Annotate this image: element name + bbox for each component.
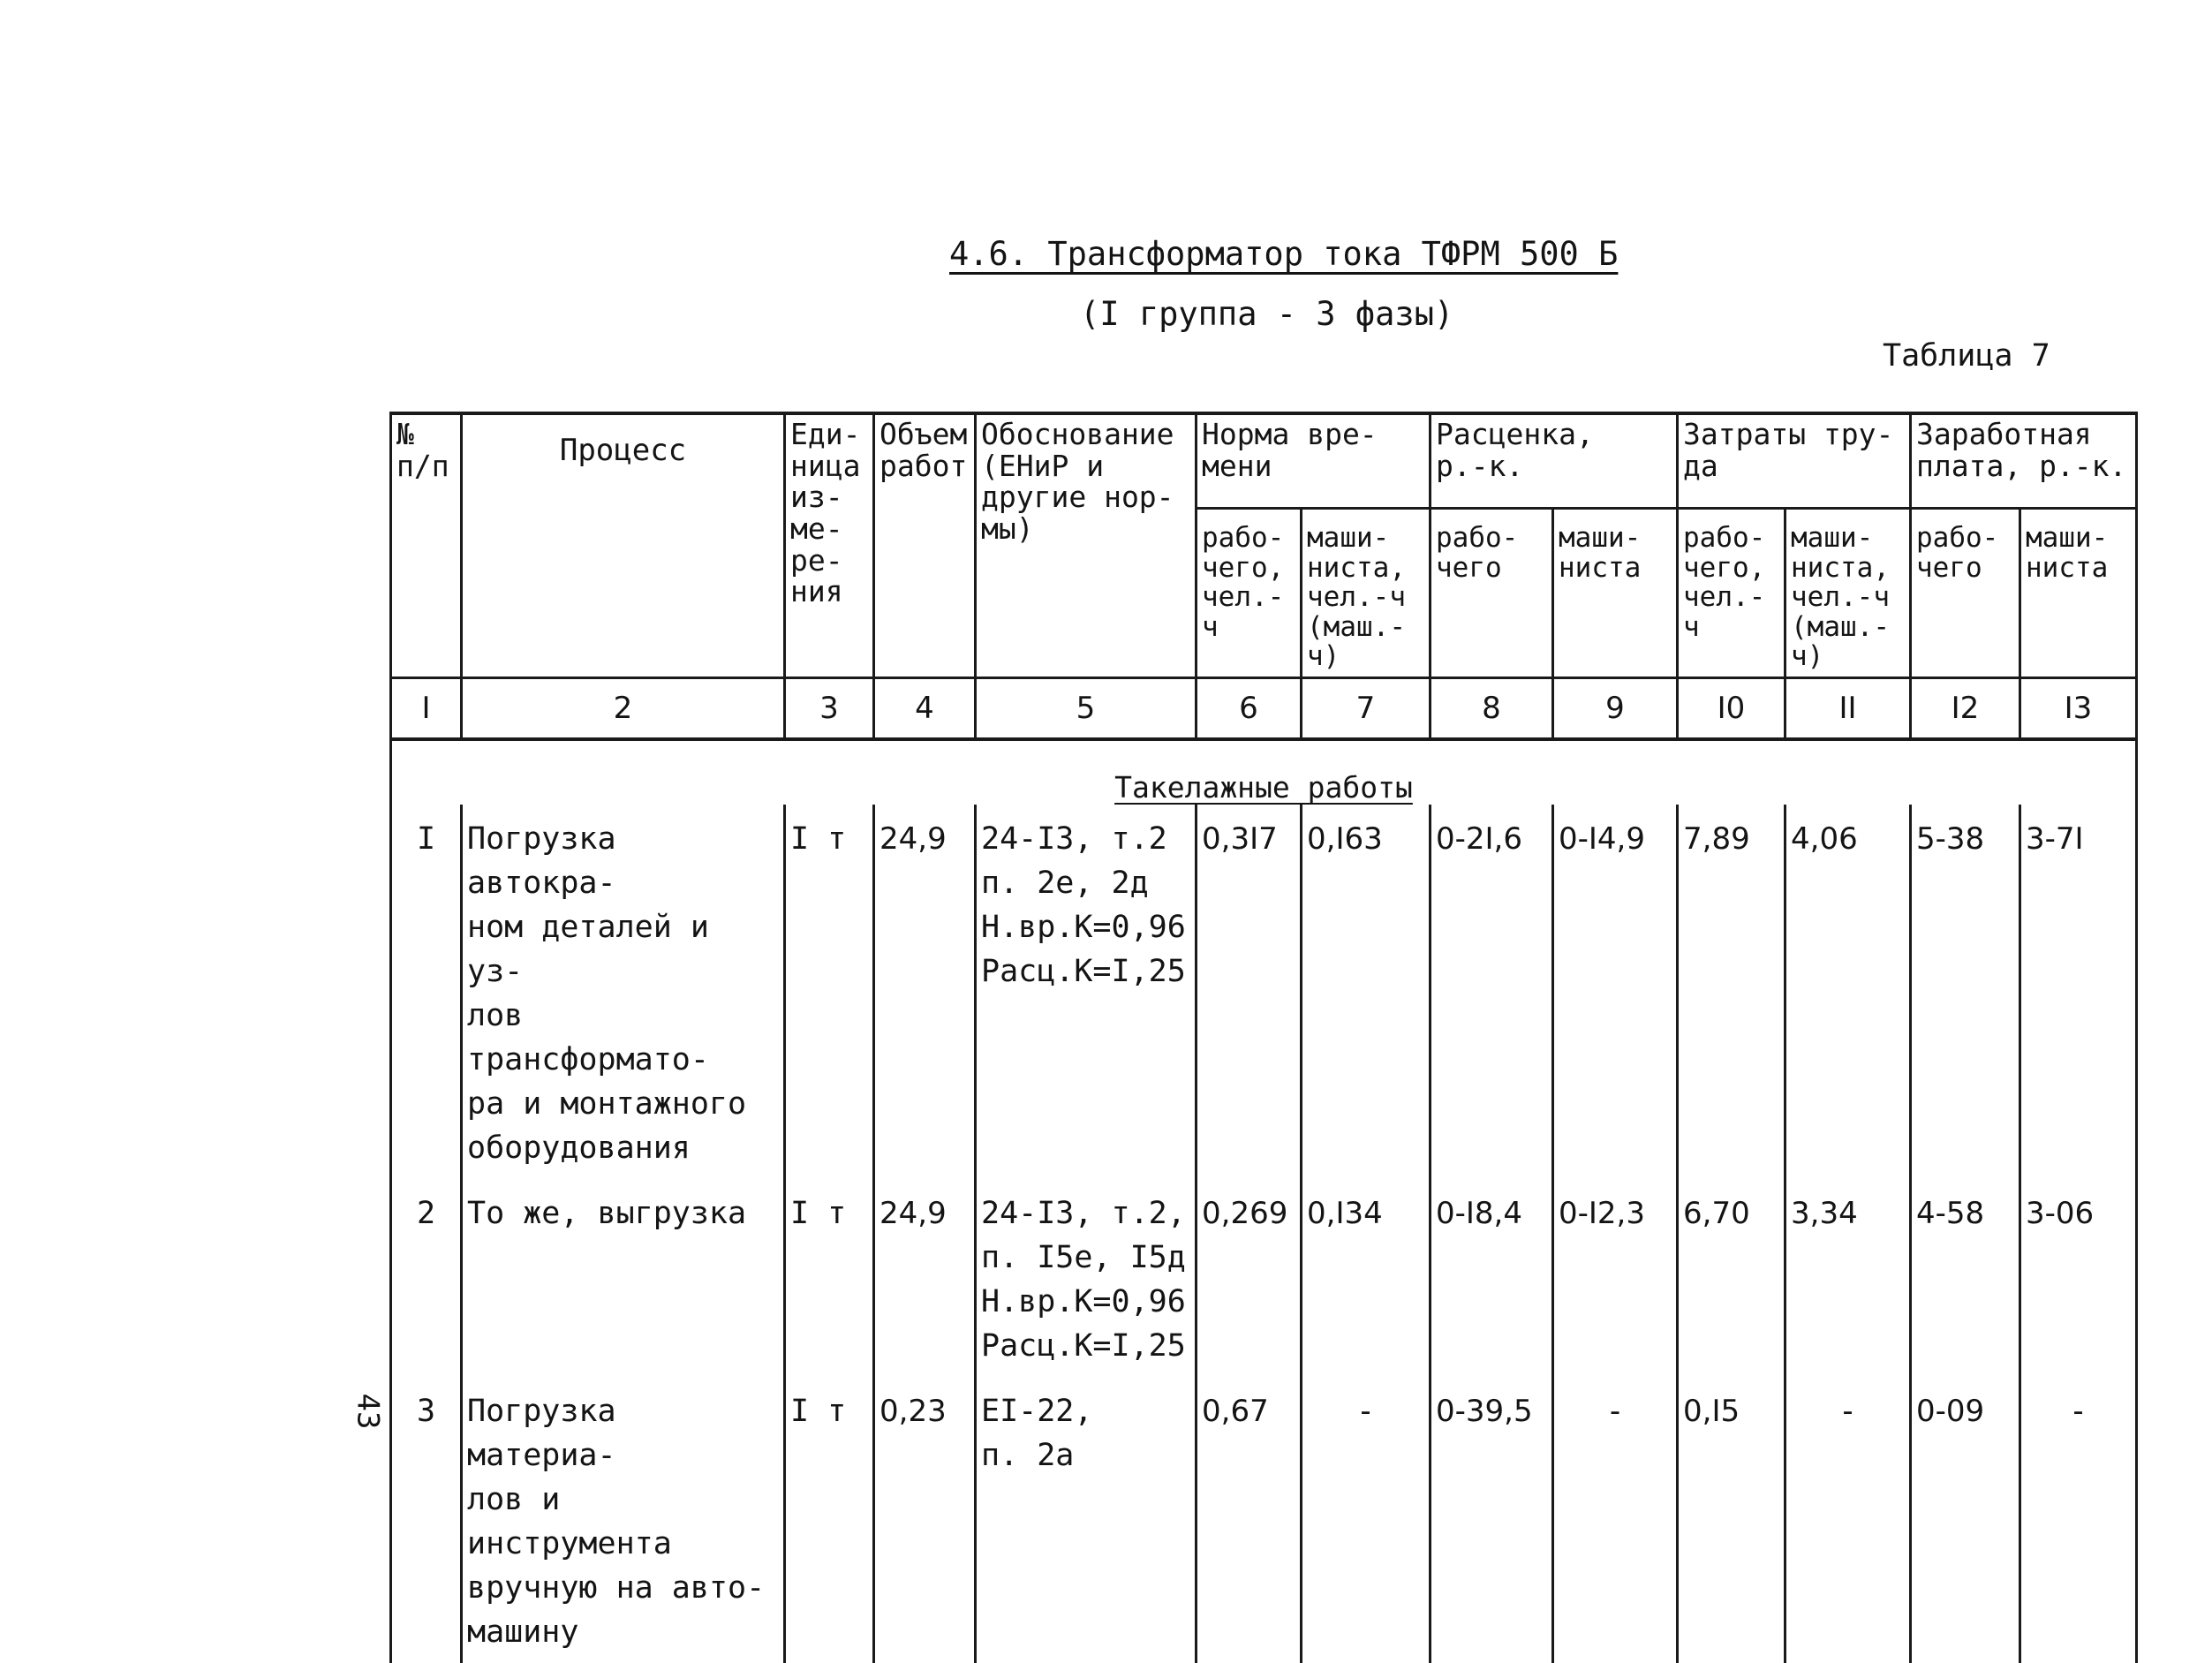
row-volume: 0,23 [874, 1377, 976, 1663]
row-rate-machinist: 0-I2,3 [1553, 1179, 1678, 1377]
row-wage-machinist: - [2020, 1377, 2137, 1663]
col-header-labor: Затраты тру- да [1678, 413, 1911, 509]
row-wage-worker: 4-58 [1911, 1179, 2020, 1377]
col-header-norm-worker: рабо- чего, чел.- ч [1197, 509, 1302, 678]
row-basis: 24-I3, т.2 п. 2е, 2д Н.вр.К=0,96 Расц.К=I,25 [976, 805, 1197, 1179]
col-header-wage-machinist: маши- ниста [2020, 509, 2137, 678]
row-number: 2 [391, 1179, 462, 1377]
table-row [391, 805, 2137, 1179]
section-title: Такелажные работы [1114, 770, 1413, 805]
row-wage-worker: 5-38 [1911, 805, 2020, 1179]
row-unit: I т [785, 1179, 874, 1377]
row-norm-worker: 0,3I7 [1197, 805, 1302, 1179]
row-labor-worker: 6,70 [1678, 1179, 1785, 1377]
col-header-norm-machinist: маши- ниста, чел.-ч (маш.- ч) [1302, 509, 1431, 678]
row-rate-worker: 0-39,5 [1431, 1377, 1553, 1663]
row-wage-machinist: 3-7I [2020, 805, 2137, 1179]
col-number: 4 [874, 678, 976, 740]
col-number: 9 [1553, 678, 1678, 740]
col-header-basis: Обоснование (ЕНиР и другие нор- мы) [976, 413, 1197, 678]
row-wage-machinist: 3-06 [2020, 1179, 2137, 1377]
row-norm-machinist: 0,I63 [1302, 805, 1431, 1179]
row-number: I [391, 805, 462, 1179]
row-basis: 24-I3, т.2, п. I5е, I5д Н.вр.К=0,96 Расц.К=I,25 [976, 1179, 1197, 1377]
table-row [391, 1179, 2137, 1377]
col-number: I3 [2020, 678, 2137, 740]
col-number: II [1785, 678, 1911, 740]
row-unit: I т [785, 1377, 874, 1663]
col-header-process: Процесс [462, 413, 785, 678]
row-labor-worker: 0,I5 [1678, 1377, 1785, 1663]
col-number: 3 [785, 678, 874, 740]
row-unit: I т [785, 805, 874, 1179]
col-header-wage: Заработная плата, р.-к. [1911, 413, 2137, 509]
col-header-rate: Расценка, р.-к. [1431, 413, 1678, 509]
row-volume: 24,9 [874, 1179, 976, 1377]
row-norm-worker: 0,67 [1197, 1377, 1302, 1663]
row-wage-worker: 0-09 [1911, 1377, 2020, 1663]
col-header-unit: Еди- ница из- ме- ре- ния [785, 413, 874, 678]
header-row-top [391, 413, 2137, 509]
row-labor-machinist: 3,34 [1785, 1179, 1911, 1377]
col-number: 8 [1431, 678, 1553, 740]
col-number: 7 [1302, 678, 1431, 740]
row-rate-machinist: - [1553, 1377, 1678, 1663]
col-header-labor-worker: рабо- чего, чел.- ч [1678, 509, 1785, 678]
col-number: I2 [1911, 678, 2020, 740]
section-row [391, 739, 2137, 805]
row-rate-worker: 0-2I,6 [1431, 805, 1553, 1179]
col-header-rate-worker: рабо- чего [1431, 509, 1553, 678]
col-number: I [391, 678, 462, 740]
page-number: 43 [350, 1393, 386, 1430]
norms-table [389, 412, 2138, 1663]
row-basis: ЕI-22, п. 2а [976, 1377, 1197, 1663]
table-row [391, 1377, 2137, 1663]
page-subtitle: (I группа - 3 фазы) [1080, 295, 1454, 333]
page-title: 4.6. Трансформатор тока ТФРМ 500 Б [949, 235, 1619, 273]
col-number: 2 [462, 678, 785, 740]
row-labor-machinist: 4,06 [1785, 805, 1911, 1179]
row-norm-machinist: - [1302, 1377, 1431, 1663]
col-header-labor-machinist: маши- ниста, чел.-ч (маш.- ч) [1785, 509, 1911, 678]
row-norm-worker: 0,269 [1197, 1179, 1302, 1377]
col-header-n: № п/п [391, 413, 462, 678]
row-process: Погрузка автокра- ном деталей и уз- лов трансформато- ра и монтажного оборудования [462, 805, 785, 1179]
row-rate-machinist: 0-I4,9 [1553, 805, 1678, 1179]
col-number: I0 [1678, 678, 1785, 740]
col-header-volume: Объем работ [874, 413, 976, 678]
col-number: 6 [1197, 678, 1302, 740]
row-labor-worker: 7,89 [1678, 805, 1785, 1179]
column-number-row [391, 678, 2137, 740]
row-number: 3 [391, 1377, 462, 1663]
row-rate-worker: 0-I8,4 [1431, 1179, 1553, 1377]
col-number: 5 [976, 678, 1197, 740]
col-header-norm: Норма вре- мени [1197, 413, 1431, 509]
table-caption: Таблица 7 [1883, 338, 2050, 374]
row-process: То же, выгрузка [462, 1179, 785, 1377]
row-volume: 24,9 [874, 805, 976, 1179]
col-header-wage-worker: рабо- чего [1911, 509, 2020, 678]
row-labor-machinist: - [1785, 1377, 1911, 1663]
row-process: Погрузка материа- лов и инструмента вручную на авто- машину [462, 1377, 785, 1663]
col-header-rate-machinist: маши- ниста [1553, 509, 1678, 678]
row-norm-machinist: 0,I34 [1302, 1179, 1431, 1377]
